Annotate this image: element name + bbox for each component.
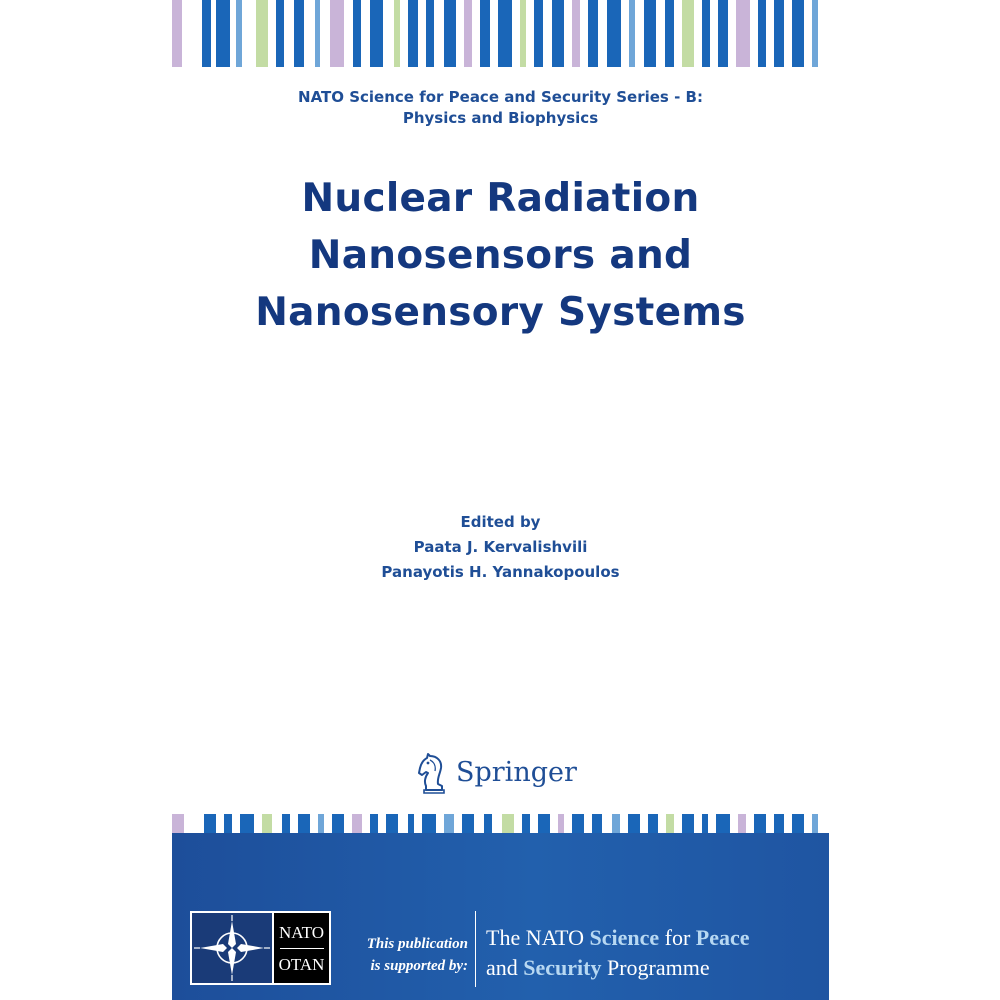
stripe-bar [812, 814, 818, 833]
publisher-name: Springer [456, 757, 577, 788]
editors-block [172, 510, 829, 585]
support-statement [348, 933, 468, 977]
stripe-bar [572, 0, 580, 67]
stripe-bar [294, 0, 304, 67]
programme-line-2 [486, 953, 821, 983]
stripe-bar [172, 0, 182, 67]
stripe-bar [534, 0, 543, 67]
title-line-3: Nanosensory Systems [255, 290, 746, 335]
stripe-bar [538, 814, 550, 833]
stripe-bar [716, 814, 730, 833]
chess-knight-icon [416, 752, 448, 794]
book-cover [172, 0, 829, 1000]
stripe-bar [588, 0, 598, 67]
editor-name-2: Panayotis H. Yannakopoulos [381, 563, 620, 581]
support-line-2: is supported by: [370, 958, 468, 974]
programme-line-1 [486, 923, 821, 953]
stripe-bar [370, 0, 383, 67]
stripe-bar [629, 0, 635, 67]
stripe-bar [262, 814, 272, 833]
stripe-bar [444, 814, 454, 833]
stripe-bar [758, 0, 766, 67]
stripe-bar [315, 0, 320, 67]
stripe-bar [592, 814, 602, 833]
stripe-bar [792, 814, 804, 833]
stripe-bar [370, 814, 378, 833]
stripe-bar [702, 814, 708, 833]
publisher-logo [416, 750, 586, 798]
stripe-bar [422, 814, 436, 833]
stripe-bar [702, 0, 710, 67]
programme-peace: Peace [695, 925, 750, 950]
programme-programme: Programme [606, 955, 710, 980]
nato-compass-star-icon [192, 913, 272, 983]
stripe-bar [202, 0, 211, 67]
series-line-2: Physics and Biophysics [402, 109, 599, 127]
stripe-bar [498, 0, 512, 67]
nato-otan-logo [190, 911, 331, 985]
stripe-bar [298, 814, 310, 833]
support-line-1: This publication [366, 936, 468, 952]
stripe-bar [353, 0, 361, 67]
stripe-bar [394, 0, 400, 67]
stripe-bar [644, 0, 656, 67]
stripe-bar [718, 0, 728, 67]
stripe-bar [754, 814, 766, 833]
stripe-bar [352, 814, 362, 833]
stripe-bar [330, 0, 344, 67]
stripe-bar [682, 0, 694, 67]
stripe-bar [464, 0, 472, 67]
stripe-bar [502, 814, 514, 833]
stripe-bar [240, 814, 254, 833]
otan-text: OTAN [278, 954, 325, 974]
title-line-1: Nuclear Radiation [301, 176, 700, 221]
stripe-bar [522, 814, 530, 833]
programme-security: Security [523, 955, 602, 980]
programme-name [486, 923, 821, 983]
editor-name-1: Paata J. Kervalishvili [413, 538, 588, 556]
cover-footer [172, 833, 829, 1000]
stripe-bar [558, 814, 564, 833]
stripe-bar [236, 0, 242, 67]
stripe-bar [552, 0, 564, 67]
stripe-bar [484, 814, 492, 833]
stripe-bar [572, 814, 584, 833]
book-title [172, 170, 829, 341]
stripe-bar [172, 814, 184, 833]
stripe-bar [665, 0, 674, 67]
programme-science: Science [589, 925, 660, 950]
bottom-stripe-band [172, 814, 829, 833]
stripe-bar [426, 0, 434, 67]
stripe-bar [628, 814, 640, 833]
stripe-bar [648, 814, 658, 833]
stripe-bar [812, 0, 818, 67]
stripe-bar [256, 0, 268, 67]
stripe-bar [318, 814, 324, 833]
stripe-bar [216, 0, 230, 67]
series-line-1: NATO Science for Peace and Security Series - B: [298, 88, 703, 106]
stripe-bar [612, 814, 620, 833]
stripe-bar [736, 0, 750, 67]
stripe-bar [276, 0, 284, 67]
stripe-bar [607, 0, 621, 67]
stripe-bar [666, 814, 674, 833]
stripe-bar [738, 814, 746, 833]
stripe-bar [520, 0, 526, 67]
series-title [172, 87, 829, 129]
programme-and: and [486, 955, 518, 980]
stripe-bar [462, 814, 474, 833]
stripe-bar [204, 814, 216, 833]
stripe-bar [408, 814, 414, 833]
stripe-bar [774, 0, 784, 67]
programme-the-nato: The NATO [486, 925, 584, 950]
stripe-bar [386, 814, 398, 833]
title-line-2: Nanosensors and [308, 233, 693, 278]
stripe-bar [444, 0, 456, 67]
stripe-bar [792, 0, 804, 67]
stripe-bar [282, 814, 290, 833]
stripe-bar [774, 814, 784, 833]
edited-by-label: Edited by [460, 513, 541, 531]
wordmark-divider [280, 948, 324, 949]
nato-text: NATO [278, 922, 325, 942]
stripe-bar [682, 814, 694, 833]
footer-divider [475, 911, 476, 987]
top-stripe-band [172, 0, 829, 67]
stripe-bar [224, 814, 232, 833]
programme-for: for [664, 925, 691, 950]
stripe-bar [480, 0, 490, 67]
stripe-bar [408, 0, 418, 67]
stripe-bar [332, 814, 344, 833]
nato-otan-wordmark [274, 913, 329, 983]
